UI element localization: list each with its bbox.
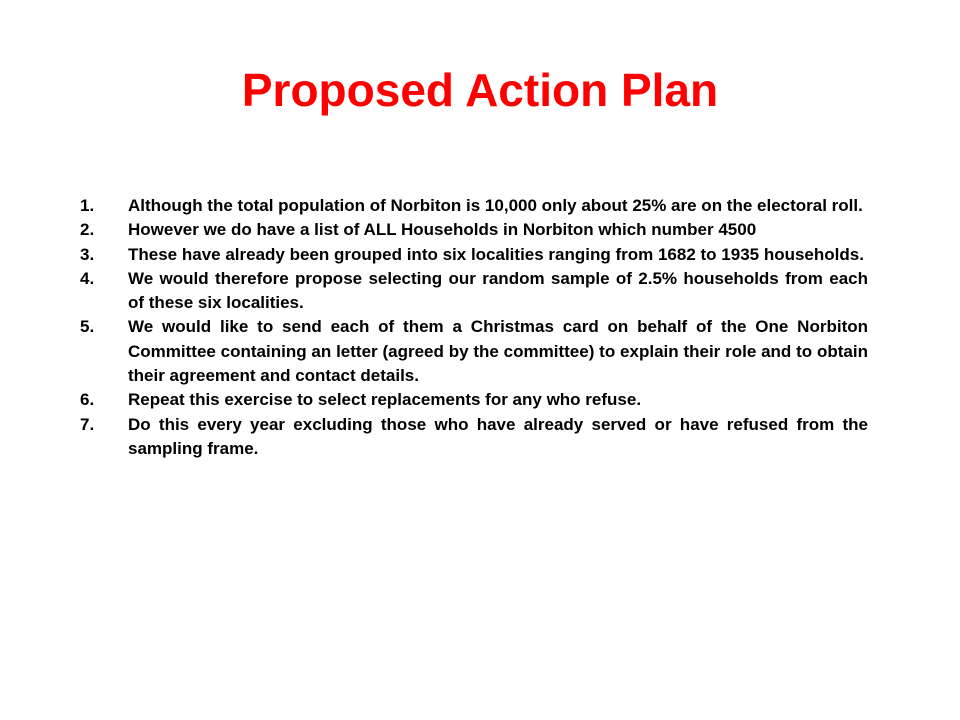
list-item-text: We would therefore propose selecting our random sample of 2.5% households from each of these six localities. — [128, 268, 868, 313]
list-item — [80, 315, 868, 388]
list-item — [80, 218, 868, 242]
list-item-text: We would like to send each of them a Christmas card on behalf of the One Norbiton Committee containing an letter (agreed by the committee) to explain their role and to obtain their agreement and contact details. — [128, 317, 868, 386]
list-item — [80, 388, 868, 412]
list-item-number: 7. — [80, 414, 95, 434]
action-plan-list — [80, 194, 868, 461]
list-item-number: 6. — [80, 390, 95, 410]
list-item-number: 3. — [80, 244, 95, 264]
slide-title: Proposed Action Plan — [241, 64, 719, 116]
list-item-text: These have already been grouped into six localities ranging from 1682 to 1935 households. — [128, 244, 864, 264]
list-item-number: 5. — [80, 317, 95, 337]
list-item-text: Although the total population of Norbiton is 10,000 only about 25% are on the electoral roll. — [128, 196, 863, 215]
list-item-text: Repeat this exercise to select replacements for any who refuse. — [128, 390, 642, 410]
list-item — [80, 267, 868, 316]
list-item-text: Do this every year excluding those who have already served or have refused from the sampling frame. — [128, 414, 868, 458]
list-item — [80, 413, 868, 462]
list-item-number: 4. — [80, 268, 95, 288]
list-item-number: 2. — [80, 220, 95, 240]
list-item — [80, 243, 868, 267]
list-item — [80, 194, 868, 218]
list-item-number: 1. — [80, 196, 95, 215]
list-item-text: However we do have a list of ALL Households in Norbiton which number 4500 — [128, 220, 757, 240]
